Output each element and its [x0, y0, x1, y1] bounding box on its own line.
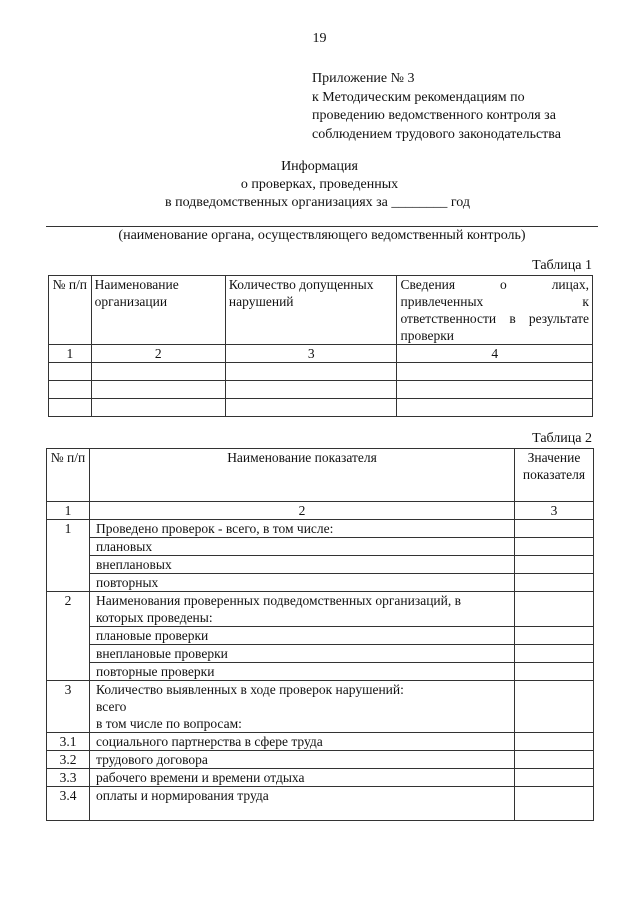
- t2-header-number: № п/п: [47, 449, 90, 502]
- t1-colnum-1: 1: [49, 345, 92, 363]
- t1-cell[interactable]: [49, 381, 92, 399]
- t2-row-number: 3.3: [47, 769, 90, 787]
- table-row: [47, 538, 594, 556]
- t2-value-cell[interactable]: [515, 645, 594, 663]
- t1-cell[interactable]: [225, 381, 397, 399]
- appendix-block: [312, 70, 561, 144]
- t1-cell[interactable]: [225, 363, 397, 381]
- t1-header-persons-last: проверки: [400, 328, 455, 343]
- t2-row-title-line: в том числе по вопросам:: [96, 716, 242, 731]
- t2-row-number: 3.4: [47, 787, 90, 821]
- t1-cell[interactable]: [397, 381, 593, 399]
- table-row: [47, 556, 594, 574]
- organization-caption: (наименование органа, осуществляющего ведомственный контроль): [118, 228, 526, 243]
- t2-row-title: плановые проверки: [90, 627, 515, 645]
- t2-row-title: повторных: [90, 574, 515, 592]
- table-row: [49, 276, 593, 345]
- appendix-line-3: проведению ведомственного контроля за: [312, 108, 556, 123]
- document-title: [0, 158, 639, 212]
- t1-cell[interactable]: [91, 399, 225, 417]
- appendix-line-4: соблюдением трудового законодательства: [312, 126, 561, 142]
- title-line-2: о проверках, проведенных: [240, 177, 399, 192]
- t1-header-violations: Количество допущенных нарушений: [225, 276, 397, 345]
- table-row: [49, 381, 593, 399]
- t2-value-cell[interactable]: [515, 681, 594, 733]
- t1-cell[interactable]: [397, 399, 593, 417]
- table1-caption: Таблица 1: [532, 258, 592, 273]
- table-row: [47, 502, 594, 520]
- t1-cell[interactable]: [49, 363, 92, 381]
- table-row: [49, 363, 593, 381]
- t2-row-number: 3: [47, 681, 90, 733]
- t1-header-organization: Наименование организации: [91, 276, 225, 345]
- t2-header-value: Значение показателя: [515, 449, 594, 502]
- table-row: [47, 627, 594, 645]
- t2-row-title: Наименования проверенных подведомственных организаций, в которых проведены:: [90, 592, 515, 627]
- title-line-3: в подведомственных организациях за ________ год: [164, 195, 471, 210]
- table-row: [47, 592, 594, 627]
- t1-cell[interactable]: [397, 363, 593, 381]
- t1-colnum-2: 2: [91, 345, 225, 363]
- t2-value-cell[interactable]: [515, 733, 594, 751]
- t1-cell[interactable]: [91, 363, 225, 381]
- t1-header-persons: [397, 276, 593, 345]
- table-row: [47, 574, 594, 592]
- table-row: [47, 645, 594, 663]
- t2-row-title: повторные проверки: [90, 663, 515, 681]
- t2-value-cell[interactable]: [515, 769, 594, 787]
- table-row: [47, 449, 594, 502]
- t2-row-number: 1: [47, 520, 90, 592]
- t2-row-number: 2: [47, 592, 90, 681]
- t1-header-number: № п/п: [49, 276, 92, 345]
- t2-value-cell[interactable]: [515, 574, 594, 592]
- t2-value-cell[interactable]: [515, 787, 594, 821]
- table-row: [47, 769, 594, 787]
- t1-header-persons-text: Сведения о лицах, привлеченных к ответственности в результате: [400, 277, 589, 326]
- t2-value-cell[interactable]: [515, 538, 594, 556]
- t1-colnum-4: 4: [397, 345, 593, 363]
- table-row: [47, 520, 594, 538]
- t2-row-title: рабочего времени и времени отдыха: [90, 769, 515, 787]
- t2-header-indicator: Наименование показателя: [90, 449, 515, 502]
- t2-row-title: трудового договора: [90, 751, 515, 769]
- t2-row-title-line: Количество выявленных в ходе проверок нарушений:: [96, 682, 404, 697]
- title-line-1: Информация: [281, 159, 358, 174]
- t2-row-title: плановых: [90, 538, 515, 556]
- table-row: [47, 681, 594, 733]
- t2-row-title: внеплановых: [90, 556, 515, 574]
- table2-caption: Таблица 2: [532, 431, 592, 446]
- appendix-line-2: к Методическим рекомендациям по: [312, 89, 525, 105]
- appendix-line-1: Приложение № 3: [312, 71, 415, 86]
- page-number: 19: [312, 31, 327, 46]
- t2-colnum-3: 3: [515, 502, 594, 520]
- table-row: [47, 751, 594, 769]
- table-row: [49, 345, 593, 363]
- t2-value-cell[interactable]: [515, 556, 594, 574]
- t2-value-cell[interactable]: [515, 592, 594, 627]
- t1-cell[interactable]: [225, 399, 397, 417]
- t2-row-title: [90, 681, 515, 733]
- t2-row-title-line: всего: [96, 699, 127, 714]
- t2-colnum-2: 2: [90, 502, 515, 520]
- table-1: [48, 275, 593, 417]
- table-2: [46, 448, 594, 821]
- table-row: [47, 663, 594, 681]
- t2-row-title: Проведено проверок - всего, в том числе:: [90, 520, 515, 538]
- organization-blank-line: [46, 226, 598, 227]
- t2-value-cell[interactable]: [515, 751, 594, 769]
- t2-value-cell[interactable]: [515, 520, 594, 538]
- table-row: [47, 787, 594, 821]
- t2-value-cell[interactable]: [515, 627, 594, 645]
- t2-row-number: 3.2: [47, 751, 90, 769]
- t2-row-title: внеплановые проверки: [90, 645, 515, 663]
- t2-row-number: 3.1: [47, 733, 90, 751]
- t1-colnum-3: 3: [225, 345, 397, 363]
- t1-cell[interactable]: [91, 381, 225, 399]
- t1-cell[interactable]: [49, 399, 92, 417]
- t2-colnum-1: 1: [47, 502, 90, 520]
- table-row: [47, 733, 594, 751]
- t2-row-title: оплаты и нормирования труда: [90, 787, 515, 821]
- table-row: [49, 399, 593, 417]
- t2-row-title: социального партнерства в сфере труда: [90, 733, 515, 751]
- t2-value-cell[interactable]: [515, 663, 594, 681]
